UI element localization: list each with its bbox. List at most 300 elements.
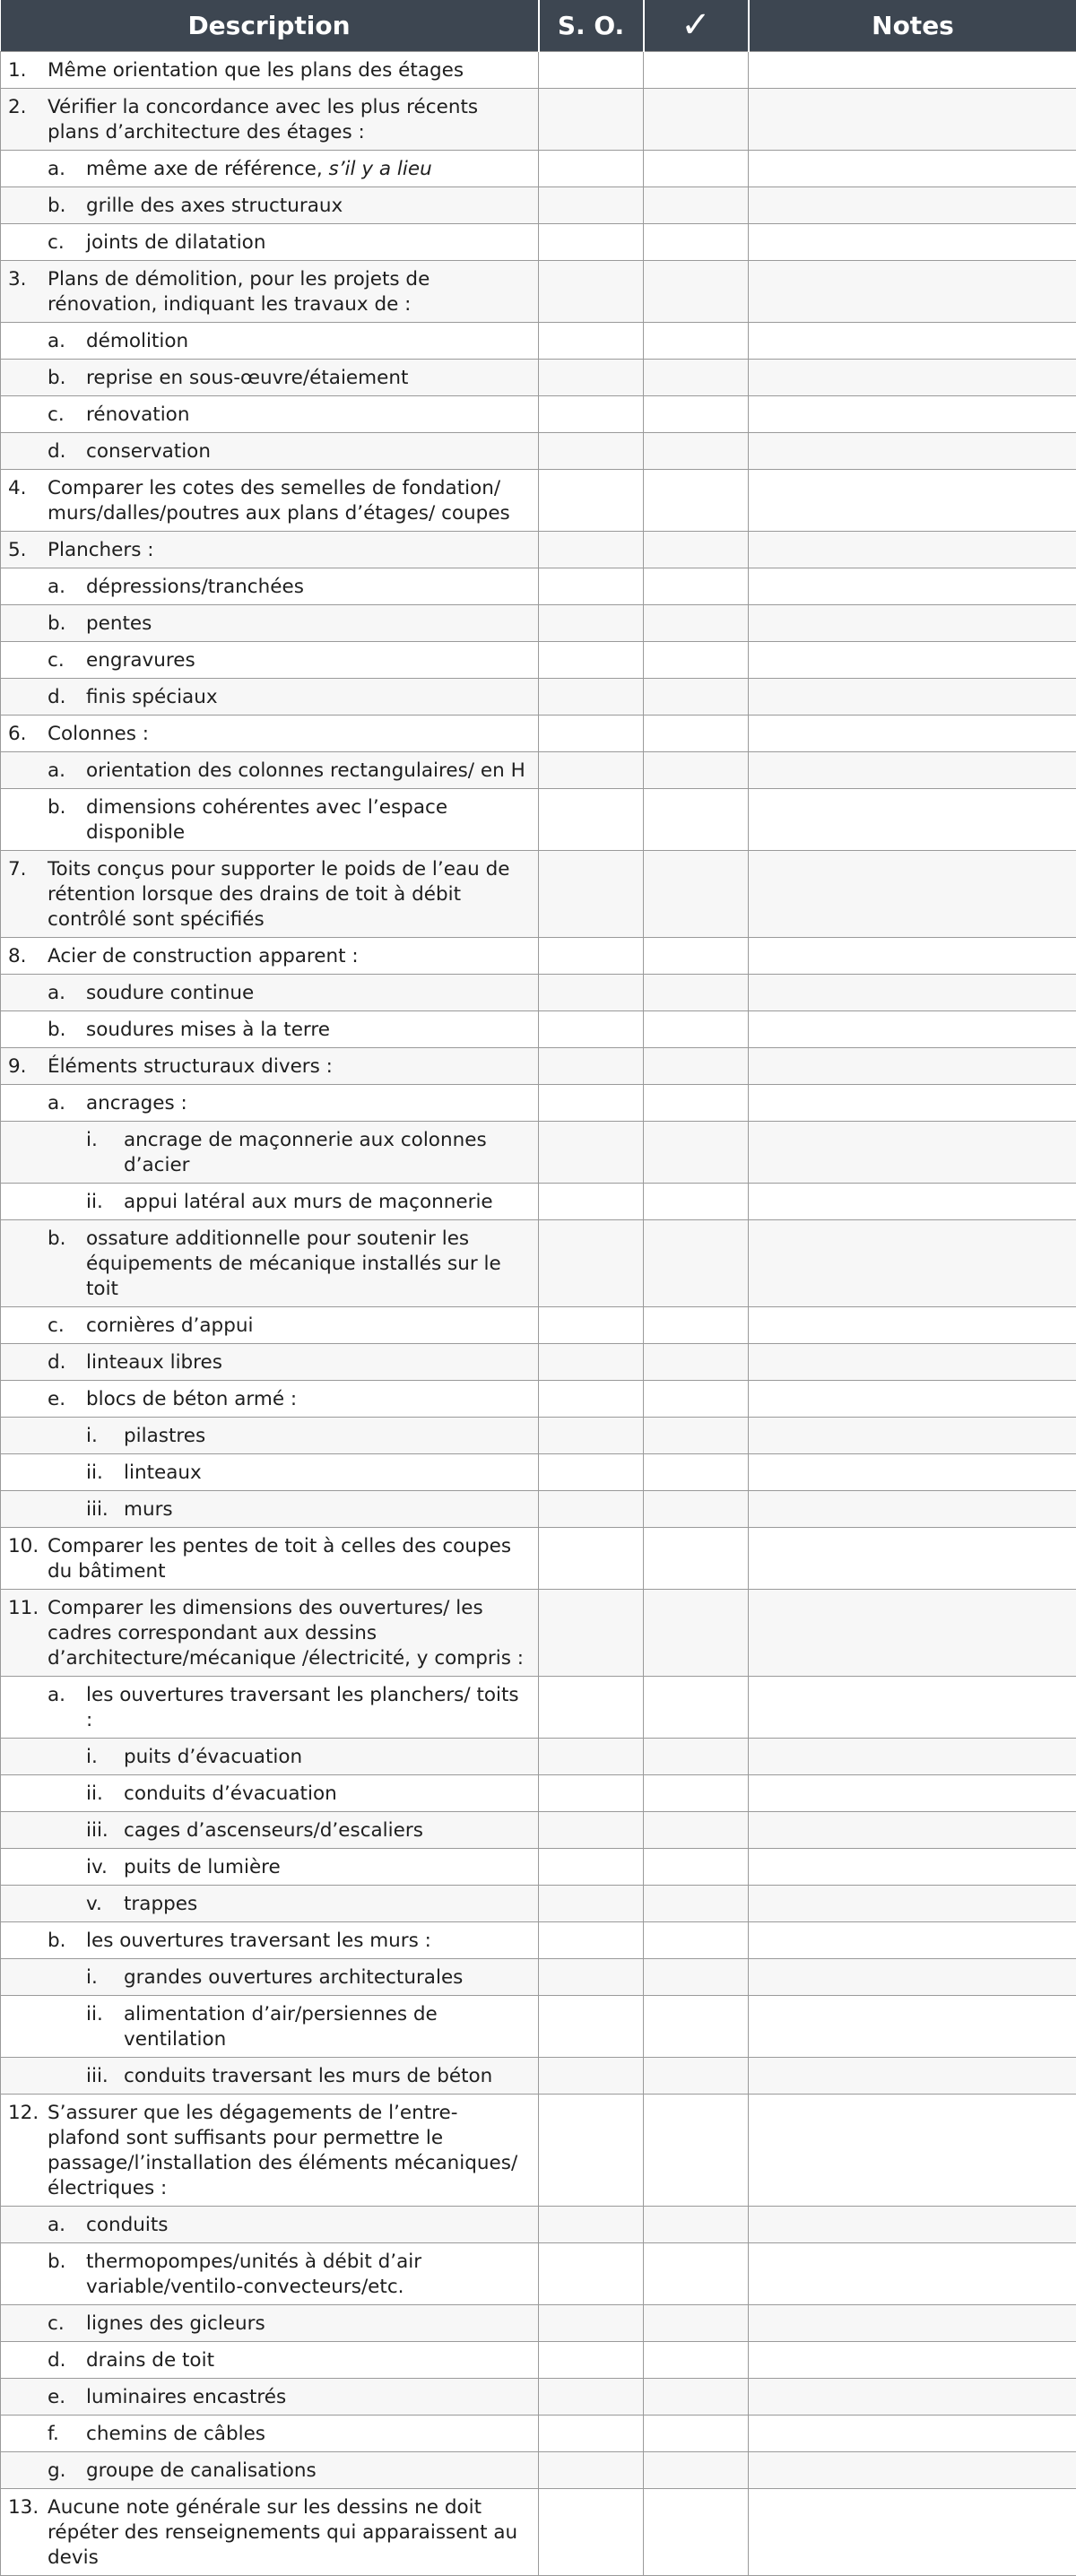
so-cell[interactable]	[539, 52, 644, 89]
item-text	[48, 1596, 531, 1671]
item-text	[48, 2495, 531, 2571]
so-cell[interactable]	[539, 2095, 644, 2207]
check-cell[interactable]	[644, 323, 749, 360]
item-text-main: blocs de béton armé :	[86, 1388, 297, 1410]
notes-cell[interactable]	[749, 89, 1076, 151]
description-cell	[1, 532, 539, 568]
notes-cell[interactable]	[749, 532, 1076, 568]
item-text-main: conservation	[86, 440, 211, 463]
checklist-item	[1, 95, 531, 145]
description-cell	[1, 89, 539, 151]
notes-cell[interactable]	[749, 151, 1076, 187]
check-cell[interactable]	[644, 52, 749, 89]
table-row	[1, 2379, 1076, 2416]
item-text	[86, 366, 531, 391]
item-text	[124, 1497, 531, 1522]
so-cell[interactable]	[539, 1812, 644, 1849]
so-cell[interactable]	[539, 1775, 644, 1812]
description-cell	[1, 1122, 539, 1184]
so-cell[interactable]	[539, 851, 644, 938]
description-cell	[1, 2095, 539, 2207]
item-number: e.	[1, 2385, 86, 2410]
check-cell[interactable]	[644, 1922, 749, 1959]
item-text-main: soudure continue	[86, 982, 254, 1004]
notes-cell[interactable]	[749, 1775, 1076, 1812]
checklist-item	[1, 857, 531, 932]
check-cell[interactable]	[644, 2095, 749, 2207]
notes-cell[interactable]	[749, 938, 1076, 975]
notes-cell[interactable]	[749, 1381, 1076, 1418]
check-cell[interactable]	[644, 89, 749, 151]
notes-cell[interactable]	[749, 187, 1076, 224]
item-text	[86, 1227, 531, 1302]
item-text	[48, 722, 531, 747]
table-row	[1, 1922, 1076, 1959]
table-row	[1, 2489, 1076, 2576]
table-row	[1, 1739, 1076, 1775]
table-row	[1, 396, 1076, 433]
description-cell	[1, 2305, 539, 2342]
checklist-item	[1, 759, 531, 784]
notes-cell[interactable]	[749, 261, 1076, 323]
so-cell[interactable]	[539, 1085, 644, 1122]
so-cell[interactable]	[539, 1307, 644, 1344]
so-cell[interactable]	[539, 1886, 644, 1922]
notes-cell[interactable]	[749, 1454, 1076, 1491]
check-cell[interactable]	[644, 679, 749, 716]
notes-cell[interactable]	[749, 1418, 1076, 1454]
notes-cell[interactable]	[749, 789, 1076, 851]
item-number: a.	[1, 329, 86, 354]
notes-cell[interactable]	[749, 1959, 1076, 1996]
so-cell[interactable]	[539, 2379, 644, 2416]
item-number: 12.	[1, 2101, 48, 2201]
check-cell[interactable]	[644, 360, 749, 396]
checkmark-icon: ✓	[681, 4, 711, 46]
check-cell[interactable]	[644, 605, 749, 642]
so-cell[interactable]	[539, 1491, 644, 1528]
notes-cell[interactable]	[749, 1344, 1076, 1381]
so-cell[interactable]	[539, 642, 644, 679]
so-cell[interactable]	[539, 1528, 644, 1590]
notes-cell[interactable]	[749, 605, 1076, 642]
so-cell[interactable]	[539, 1922, 644, 1959]
description-cell	[1, 1996, 539, 2058]
notes-cell[interactable]	[749, 396, 1076, 433]
notes-cell[interactable]	[749, 752, 1076, 789]
table-row	[1, 1590, 1076, 1677]
check-cell[interactable]	[644, 1122, 749, 1184]
checklist-item	[1, 722, 531, 747]
notes-cell[interactable]	[749, 1922, 1076, 1959]
check-cell[interactable]	[644, 2058, 749, 2095]
so-cell[interactable]	[539, 1381, 644, 1418]
notes-cell[interactable]	[749, 1011, 1076, 1048]
check-cell[interactable]	[644, 396, 749, 433]
so-cell[interactable]	[539, 752, 644, 789]
item-number: b.	[1, 1227, 86, 1302]
item-text-main: orientation des colonnes rectangulaires/ en H	[86, 759, 525, 782]
check-cell[interactable]	[644, 1454, 749, 1491]
check-cell[interactable]	[644, 1344, 749, 1381]
so-cell[interactable]	[539, 89, 644, 151]
so-cell[interactable]	[539, 1590, 644, 1677]
so-cell[interactable]	[539, 360, 644, 396]
item-text-main: joints de dilatation	[86, 231, 265, 254]
item-text-main: Même orientation que les plans des étages	[48, 59, 464, 82]
so-cell[interactable]	[539, 2243, 644, 2305]
notes-cell[interactable]	[749, 2416, 1076, 2452]
item-text	[124, 1818, 531, 1843]
item-text	[124, 1128, 531, 1178]
notes-cell[interactable]	[749, 1849, 1076, 1886]
so-cell[interactable]	[539, 1677, 644, 1739]
check-cell[interactable]	[644, 433, 749, 470]
checklist-item	[1, 1497, 531, 1522]
item-text	[86, 2213, 531, 2238]
so-cell[interactable]	[539, 1418, 644, 1454]
item-number: c.	[1, 1314, 86, 1339]
table-row	[1, 1011, 1076, 1048]
check-cell[interactable]	[644, 1048, 749, 1085]
check-cell[interactable]	[644, 642, 749, 679]
description-cell	[1, 2243, 539, 2305]
notes-cell[interactable]	[749, 679, 1076, 716]
item-number: i.	[1, 1424, 124, 1449]
check-cell[interactable]	[644, 1418, 749, 1454]
so-cell[interactable]	[539, 1739, 644, 1775]
item-text-main: les ouvertures traversant les murs :	[86, 1930, 431, 1952]
check-cell[interactable]	[644, 2379, 749, 2416]
check-cell[interactable]	[644, 568, 749, 605]
checklist-item	[1, 1314, 531, 1339]
notes-cell[interactable]	[749, 1307, 1076, 1344]
check-cell[interactable]	[644, 261, 749, 323]
so-cell[interactable]	[539, 789, 644, 851]
notes-cell[interactable]	[749, 2243, 1076, 2305]
description-cell	[1, 2489, 539, 2576]
item-text-main: engravures	[86, 649, 195, 672]
so-cell[interactable]	[539, 975, 644, 1011]
item-number: b.	[1, 795, 86, 846]
item-text-main: grille des axes structuraux	[86, 195, 343, 217]
so-cell[interactable]	[539, 1996, 644, 2058]
table-row	[1, 568, 1076, 605]
notes-cell[interactable]	[749, 360, 1076, 396]
header-row	[1, 0, 1076, 52]
so-cell[interactable]	[539, 1220, 644, 1307]
notes-cell[interactable]	[749, 1812, 1076, 1849]
item-text-main: murs	[124, 1498, 173, 1521]
notes-cell[interactable]	[749, 1886, 1076, 1922]
notes-cell[interactable]	[749, 1085, 1076, 1122]
item-text	[124, 1461, 531, 1486]
so-cell[interactable]	[539, 1184, 644, 1220]
item-text-main: puits de lumière	[124, 1856, 281, 1878]
item-number: f.	[1, 2422, 86, 2447]
notes-cell[interactable]	[749, 1220, 1076, 1307]
notes-cell[interactable]	[749, 1528, 1076, 1590]
so-cell[interactable]	[539, 568, 644, 605]
description-cell	[1, 396, 539, 433]
so-cell[interactable]	[539, 2416, 644, 2452]
check-cell[interactable]	[644, 1739, 749, 1775]
notes-cell[interactable]	[749, 1996, 1076, 2058]
so-cell[interactable]	[539, 1454, 644, 1491]
checklist-item	[1, 1818, 531, 1843]
description-cell	[1, 1886, 539, 1922]
notes-cell[interactable]	[749, 1491, 1076, 1528]
table-row	[1, 1085, 1076, 1122]
table-row	[1, 1677, 1076, 1739]
notes-cell[interactable]	[749, 470, 1076, 532]
notes-cell[interactable]	[749, 433, 1076, 470]
table-row	[1, 2452, 1076, 2489]
item-text	[124, 1745, 531, 1770]
so-cell[interactable]	[539, 151, 644, 187]
item-number: d.	[1, 2348, 86, 2373]
so-cell[interactable]	[539, 938, 644, 975]
item-text-main: conduits traversant les murs de béton	[124, 2065, 492, 2087]
item-number: a.	[1, 1091, 86, 1116]
check-cell[interactable]	[644, 1307, 749, 1344]
item-number: ii.	[1, 2002, 124, 2052]
item-text-main: Éléments structuraux divers :	[48, 1055, 333, 1078]
so-cell[interactable]	[539, 1849, 644, 1886]
check-cell[interactable]	[644, 1677, 749, 1739]
so-cell[interactable]	[539, 679, 644, 716]
check-cell[interactable]	[644, 2452, 749, 2489]
description-cell	[1, 1775, 539, 1812]
notes-cell[interactable]	[749, 2379, 1076, 2416]
item-text-main: soudures mises à la terre	[86, 1019, 330, 1041]
so-column-header: S. O.	[539, 0, 644, 52]
description-cell	[1, 224, 539, 261]
checklist-item	[1, 944, 531, 969]
notes-cell[interactable]	[749, 1590, 1076, 1677]
notes-cell[interactable]	[749, 2342, 1076, 2379]
item-number: b.	[1, 1929, 86, 1954]
item-text-main: linteaux libres	[86, 1351, 222, 1374]
check-cell[interactable]	[644, 1590, 749, 1677]
checklist-item	[1, 1350, 531, 1375]
notes-cell[interactable]	[749, 52, 1076, 89]
so-cell[interactable]	[539, 261, 644, 323]
item-number: d.	[1, 439, 86, 464]
check-cell[interactable]	[644, 752, 749, 789]
so-cell[interactable]	[539, 1959, 644, 1996]
item-text	[48, 2101, 531, 2201]
check-cell[interactable]	[644, 2342, 749, 2379]
notes-cell[interactable]	[749, 1122, 1076, 1184]
so-cell[interactable]	[539, 716, 644, 752]
so-cell[interactable]	[539, 2452, 644, 2489]
so-cell[interactable]	[539, 470, 644, 532]
notes-cell[interactable]	[749, 2207, 1076, 2243]
item-number: i.	[1, 1965, 124, 1991]
so-cell[interactable]	[539, 433, 644, 470]
item-text-main: Comparer les cotes des semelles de fondation/ murs/dalles/poutres aux plans d’étages/ coupes	[48, 477, 510, 525]
item-text-main: linteaux	[124, 1461, 202, 1484]
check-cell[interactable]	[644, 470, 749, 532]
check-cell[interactable]	[644, 1996, 749, 2058]
item-text	[48, 857, 531, 932]
check-cell[interactable]	[644, 2489, 749, 2576]
description-cell	[1, 1812, 539, 1849]
check-cell[interactable]	[644, 151, 749, 187]
checklist-item	[1, 2064, 531, 2089]
item-number: 4.	[1, 476, 48, 526]
check-cell[interactable]	[644, 2416, 749, 2452]
so-cell[interactable]	[539, 1344, 644, 1381]
notes-cell[interactable]	[749, 2058, 1076, 2095]
item-text	[86, 1314, 531, 1339]
table-row	[1, 938, 1076, 975]
item-text-main: puits d’évacuation	[124, 1746, 302, 1768]
table-row	[1, 752, 1076, 789]
check-cell[interactable]	[644, 1812, 749, 1849]
description-cell	[1, 975, 539, 1011]
so-cell[interactable]	[539, 1122, 644, 1184]
description-cell	[1, 1454, 539, 1491]
so-cell[interactable]	[539, 224, 644, 261]
table-row	[1, 1996, 1076, 2058]
checklist-item	[1, 1534, 531, 1584]
item-text-main: ossature additionnelle pour soutenir les équipements de mécanique installés sur le toit	[86, 1227, 501, 1300]
item-number: b.	[1, 611, 86, 637]
item-text-main: même axe de référence,	[86, 158, 329, 180]
check-cell[interactable]	[644, 938, 749, 975]
notes-cell[interactable]	[749, 1184, 1076, 1220]
check-cell[interactable]	[644, 1220, 749, 1307]
notes-cell[interactable]	[749, 1048, 1076, 1085]
so-cell[interactable]	[539, 1011, 644, 1048]
table-row	[1, 1381, 1076, 1418]
notes-cell[interactable]	[749, 2305, 1076, 2342]
description-cell	[1, 938, 539, 975]
check-cell[interactable]	[644, 1011, 749, 1048]
so-cell[interactable]	[539, 605, 644, 642]
item-number: c.	[1, 648, 86, 673]
so-cell[interactable]	[539, 532, 644, 568]
so-cell[interactable]	[539, 396, 644, 433]
table-row	[1, 1418, 1076, 1454]
check-cell[interactable]	[644, 2305, 749, 2342]
checklist-item	[1, 1855, 531, 1880]
check-cell[interactable]	[644, 1775, 749, 1812]
description-cell	[1, 52, 539, 89]
item-number: b.	[1, 366, 86, 391]
item-text-main: ancrage de maçonnerie aux colonnes d’acier	[124, 1129, 487, 1176]
check-cell[interactable]	[644, 532, 749, 568]
checklist-item	[1, 2213, 531, 2238]
item-text-main: alimentation d’air/persiennes de ventilation	[124, 2003, 438, 2051]
checklist-item	[1, 1461, 531, 1486]
so-cell[interactable]	[539, 2207, 644, 2243]
check-cell[interactable]	[644, 1886, 749, 1922]
item-text	[48, 476, 531, 526]
check-cell[interactable]	[644, 716, 749, 752]
so-cell[interactable]	[539, 2489, 644, 2576]
item-number: 3.	[1, 267, 48, 317]
item-text	[86, 403, 531, 428]
item-text-main: chemins de câbles	[86, 2423, 265, 2445]
check-cell[interactable]	[644, 1528, 749, 1590]
notes-cell[interactable]	[749, 568, 1076, 605]
checklist-item	[1, 476, 531, 526]
notes-cell[interactable]	[749, 642, 1076, 679]
check-cell[interactable]	[644, 1184, 749, 1220]
check-cell[interactable]	[644, 2243, 749, 2305]
checklist-item	[1, 439, 531, 464]
check-cell[interactable]	[644, 851, 749, 938]
description-cell	[1, 2058, 539, 2095]
item-number: 1.	[1, 58, 48, 83]
check-cell[interactable]	[644, 224, 749, 261]
checklist-item	[1, 2348, 531, 2373]
table-row	[1, 52, 1076, 89]
item-text	[124, 1892, 531, 1917]
check-cell[interactable]	[644, 1085, 749, 1122]
check-cell[interactable]	[644, 975, 749, 1011]
so-cell[interactable]	[539, 1048, 644, 1085]
table-row	[1, 1307, 1076, 1344]
notes-cell[interactable]	[749, 2095, 1076, 2207]
notes-cell[interactable]	[749, 224, 1076, 261]
notes-cell[interactable]	[749, 975, 1076, 1011]
checklist-item	[1, 267, 531, 317]
so-cell[interactable]	[539, 323, 644, 360]
checklist-item	[1, 1596, 531, 1671]
item-text	[86, 611, 531, 637]
item-text	[86, 2348, 531, 2373]
item-text	[86, 1018, 531, 1043]
check-cell[interactable]	[644, 1849, 749, 1886]
description-cell	[1, 1048, 539, 1085]
table-row	[1, 1959, 1076, 1996]
table-row	[1, 2342, 1076, 2379]
check-cell[interactable]	[644, 789, 749, 851]
notes-cell[interactable]	[749, 323, 1076, 360]
item-number: 2.	[1, 95, 48, 145]
check-cell[interactable]	[644, 187, 749, 224]
item-number: ii.	[1, 1461, 124, 1486]
notes-cell[interactable]	[749, 1677, 1076, 1739]
table-row	[1, 433, 1076, 470]
so-cell[interactable]	[539, 2342, 644, 2379]
table-row	[1, 1775, 1076, 1812]
so-cell[interactable]	[539, 187, 644, 224]
check-cell[interactable]	[644, 1381, 749, 1418]
check-cell[interactable]	[644, 1491, 749, 1528]
check-cell[interactable]	[644, 1959, 749, 1996]
check-cell[interactable]	[644, 2207, 749, 2243]
notes-cell[interactable]	[749, 716, 1076, 752]
notes-cell[interactable]	[749, 1739, 1076, 1775]
checklist-item	[1, 2422, 531, 2447]
notes-cell[interactable]	[749, 2489, 1076, 2576]
item-text	[124, 1782, 531, 1807]
notes-cell[interactable]	[749, 851, 1076, 938]
table-row	[1, 360, 1076, 396]
checklist-item	[1, 2385, 531, 2410]
item-text-main: cages d’ascenseurs/d’escaliers	[124, 1819, 423, 1842]
so-cell[interactable]	[539, 2305, 644, 2342]
notes-cell[interactable]	[749, 2452, 1076, 2489]
checklist-item	[1, 157, 531, 182]
so-cell[interactable]	[539, 2058, 644, 2095]
item-text	[124, 2002, 531, 2052]
